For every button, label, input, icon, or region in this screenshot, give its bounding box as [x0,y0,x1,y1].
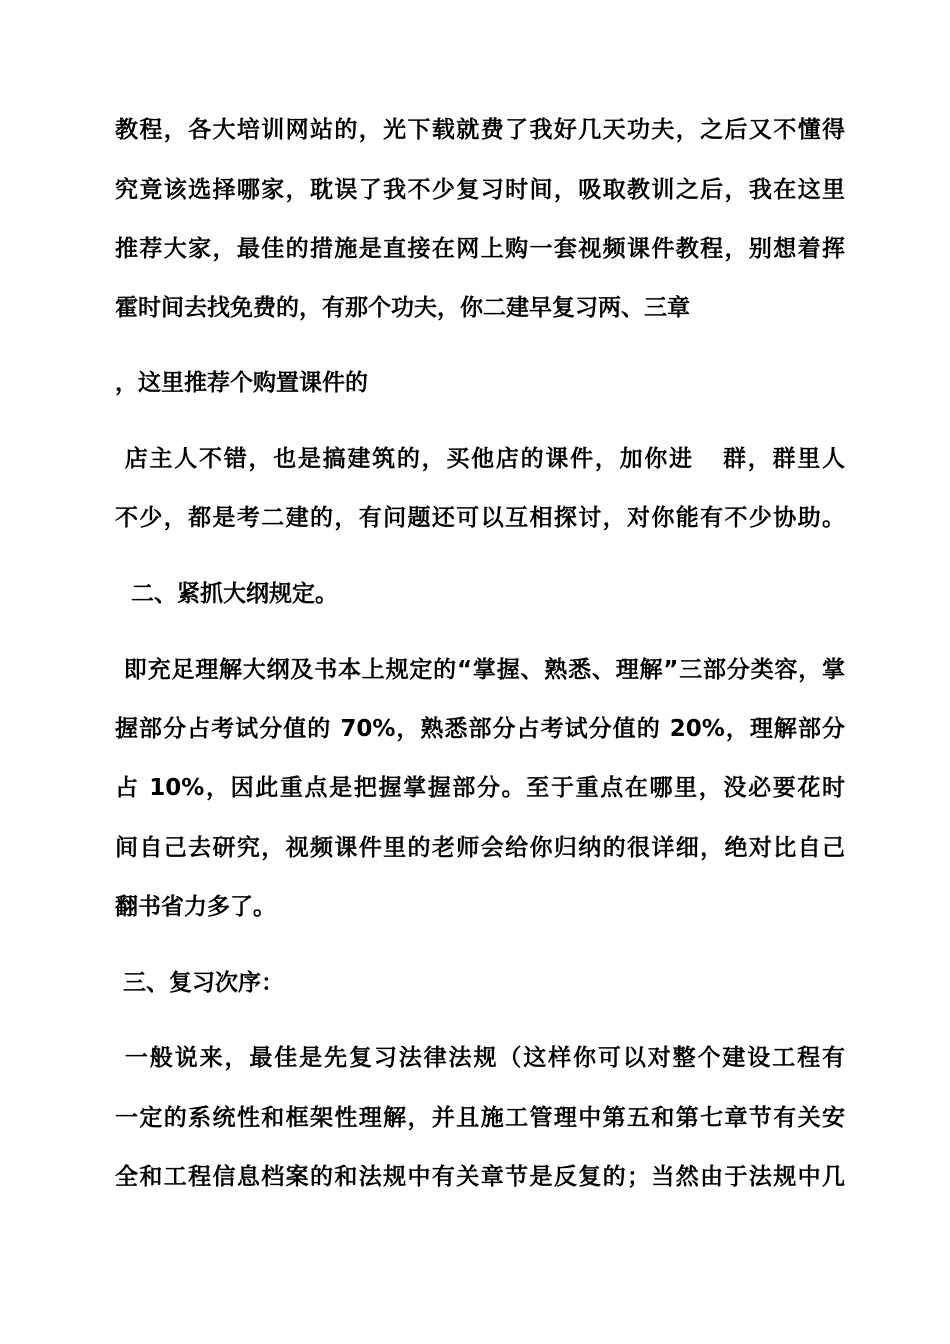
text-line: 间自己去研究，视频课件里的老师会给你归纳的很详细，绝对比自己 [115,835,845,861]
text-line: ，这里推荐个购置课件的 [115,370,368,396]
text-line: 不少，都是考二建的，有问题还可以互相探讨，对你能有不少协助。 [115,505,845,531]
text-line: 店主人不错，也是搞建筑的，买他店的课件，加你进 群，群里人 [115,446,845,472]
text-line: 究竟该选择哪家，耽误了我不少复习时间，吸取教训之后，我在这里 [115,177,845,203]
text-line: 握部分占考试分值的 70%，熟悉部分占考试分值的 20%，理解部分 [115,716,845,742]
text-line: 霍时间去找免费的，有那个功夫，你二建早复习两、三章 [115,295,690,321]
text-line: 一般说来，最佳是先复习法律法规（这样你可以对整个建设工程有 [115,1045,845,1071]
text-line: 全和工程信息档案的和法规中有关章节是反复的；当然由于法规中几 [115,1164,845,1190]
section-heading: 三、复习次序： [115,970,285,996]
section-heading: 二、紧抓大纲规定。 [115,581,339,607]
text-line: 一定的系统性和框架性理解，并且施工管理中第五和第七章节有关安 [115,1105,845,1131]
text-line: 推荐大家，最佳的措施是直接在网上购一套视频课件教程，别想着挥 [115,236,845,262]
text-line: 教程，各大培训网站的，光下载就费了我好几天功夫，之后又不懂得 [115,117,845,143]
text-line: 即充足理解大纲及书本上规定的“掌握、熟悉、理解”三部分类容，掌 [115,657,845,683]
text-line: 翻书省力多了。 [115,894,276,920]
text-line: 占 10%，因此重点是把握掌握部分。至于重点在哪里，没必要花时 [115,775,845,801]
